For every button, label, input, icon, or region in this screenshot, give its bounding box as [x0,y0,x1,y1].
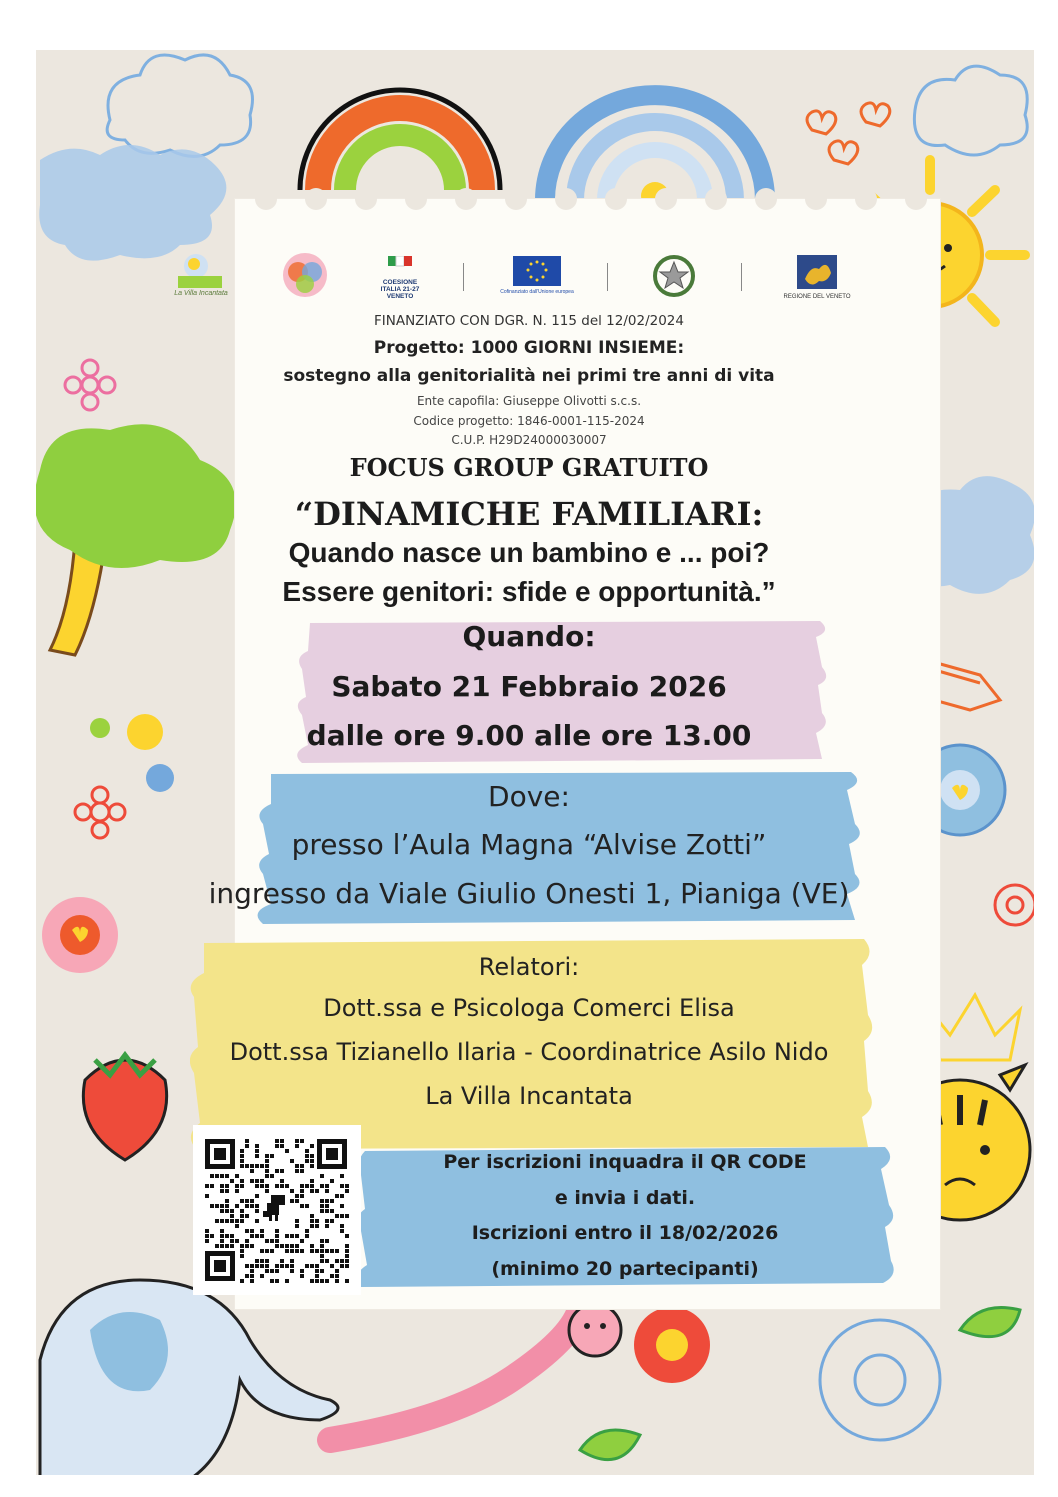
where-place: presso l’Aula Magna “Alvise Zotti” [291,828,767,861]
eu-flag-icon [513,256,561,286]
cup-code: C.U.P. H29D24000030007 [451,433,607,447]
registration-line-1: Per iscrizioni inquadra il QR CODE [443,1151,807,1173]
event-title: “DINAMICHE FAMILIARI: [294,495,764,533]
where-entrance: ingresso da Viale Giulio Onesti 1, Pianiga (VE) [208,877,850,910]
cloud-doodle-right [914,66,1027,155]
project-code: Codice progetto: 1846-0001-115-2024 [413,414,645,428]
where-label: Dove: [488,780,570,813]
dinosaur-icon [263,1195,285,1221]
financing-line: FINANZIATO CON DGR. N. 115 del 12/02/2024 [373,313,684,329]
speaker-1: Dott.ssa e Psicologa Comerci Elisa [323,994,735,1022]
family-logo [280,250,330,300]
blue-rainbow-doodle [545,95,765,210]
lead-entity: Ente capofila: Giuseppe Olivotti s.c.s. [416,394,642,408]
italian-emblem-icon [652,254,696,298]
project-line: Progetto: 1000 GIORNI INSIEME: [373,338,685,358]
when-date: Sabato 21 Febbraio 2026 [331,670,727,703]
villa-logo-caption: La Villa Incantata [174,290,228,297]
when-label: Quando: [462,620,596,653]
worm-doodle [330,1304,621,1440]
eu-caption: Cofinanziato dall'Unione europea [500,289,574,295]
qr-code[interactable] [193,1125,361,1295]
support-line: sostegno alla genitorialità nei primi tre anni di vita [283,366,775,386]
registration-deadline: Iscrizioni entro il 18/02/2026 [471,1222,779,1244]
elephant-doodle [40,1280,338,1475]
flower-doodle-orange [634,1307,710,1383]
leaf-doodle [960,1308,1020,1337]
flower-doodle-bottom-right [820,1320,940,1440]
coesione-italia-logo [380,256,420,278]
event-subtitle-1: Quando nasce un bambino e ... poi? [288,537,770,568]
hearts-doodle [807,103,890,164]
cloud-filled [39,145,226,261]
coesione-caption: COESIONE ITALIA 21-27 VENETO [380,279,420,300]
registration-line-2: e invia i dati. [554,1187,696,1209]
speakers-label: Relatori: [478,953,580,981]
event-subtitle-2: Essere genitori: sfide e opportunità.” [282,576,776,607]
when-time: dalle ore 9.00 alle ore 13.00 [306,719,752,752]
event-kind: FOCUS GROUP GRATUITO [349,453,709,482]
orange-rainbow-doodle [300,90,500,190]
registration-minimum: (minimo 20 partecipanti) [491,1258,759,1280]
speaker-2-org: La Villa Incantata [425,1082,633,1110]
regione-caption: REGIONE DEL VENETO [783,294,851,300]
speaker-2: Dott.ssa Tizianello Ilaria - Coordinatrice Asilo Nido [229,1038,829,1066]
cloud-doodle [107,55,252,156]
regione-veneto-logo [797,255,837,289]
leaf-doodle-bottom [580,1430,640,1460]
qr-code-icon [193,1125,361,1295]
